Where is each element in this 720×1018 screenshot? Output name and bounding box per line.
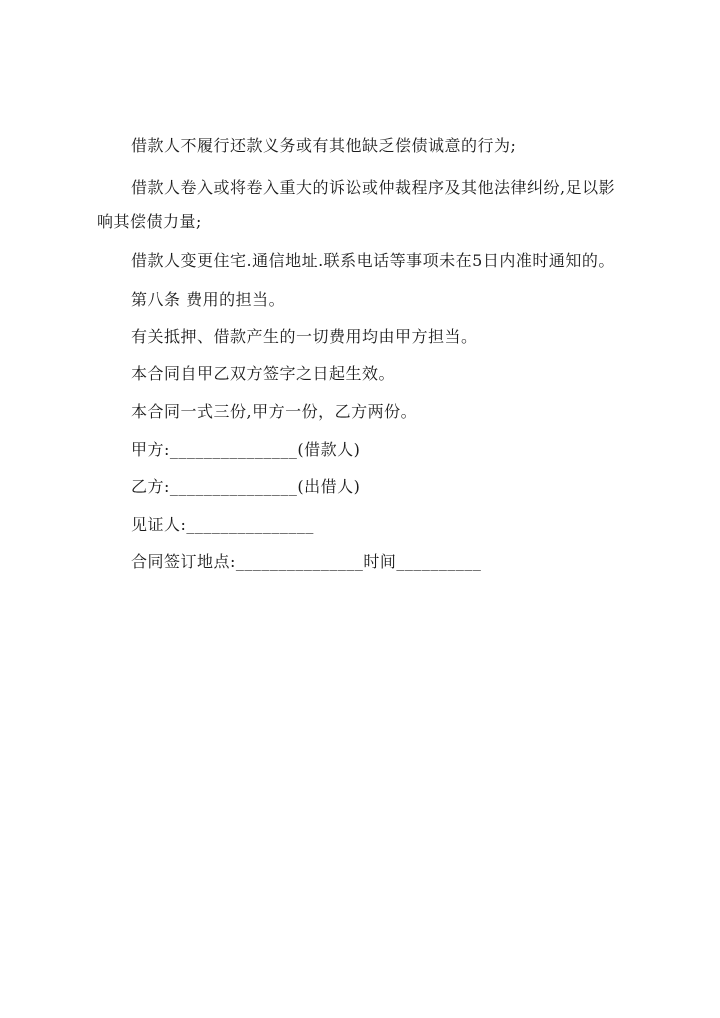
article-eight-heading: 第八条 费用的担当。 — [131, 290, 286, 309]
clause-litigation-line-2: 响其偿债力量; — [97, 212, 202, 231]
signature-witness: 见证人:_______________ — [131, 515, 314, 534]
clause-litigation-line-1: 借款人卷入或将卷入重大的诉讼或仲裁程序及其他法律纠纷,足以影 — [131, 178, 616, 197]
signing-place-and-time: 合同签订地点:_______________时间__________ — [131, 552, 482, 571]
clause-fees: 有关抵押、借款产生的一切费用均由甲方担当。 — [131, 327, 478, 346]
clause-address-change: 借款人变更住宅.通信地址.联系电话等事项未在5日内准时通知的。 — [131, 251, 615, 270]
signature-party-a: 甲方:_______________(借款人) — [131, 440, 361, 459]
clause-copies: 本合同一式三份,甲方一份，乙方两份。 — [131, 402, 418, 421]
clause-default-no-repayment: 借款人不履行还款义务或有其他缺乏偿债诚意的行为; — [131, 136, 517, 155]
signature-party-b: 乙方:_______________(出借人) — [131, 477, 361, 496]
clause-effective-date: 本合同自甲乙双方签字之日起生效。 — [131, 364, 396, 383]
